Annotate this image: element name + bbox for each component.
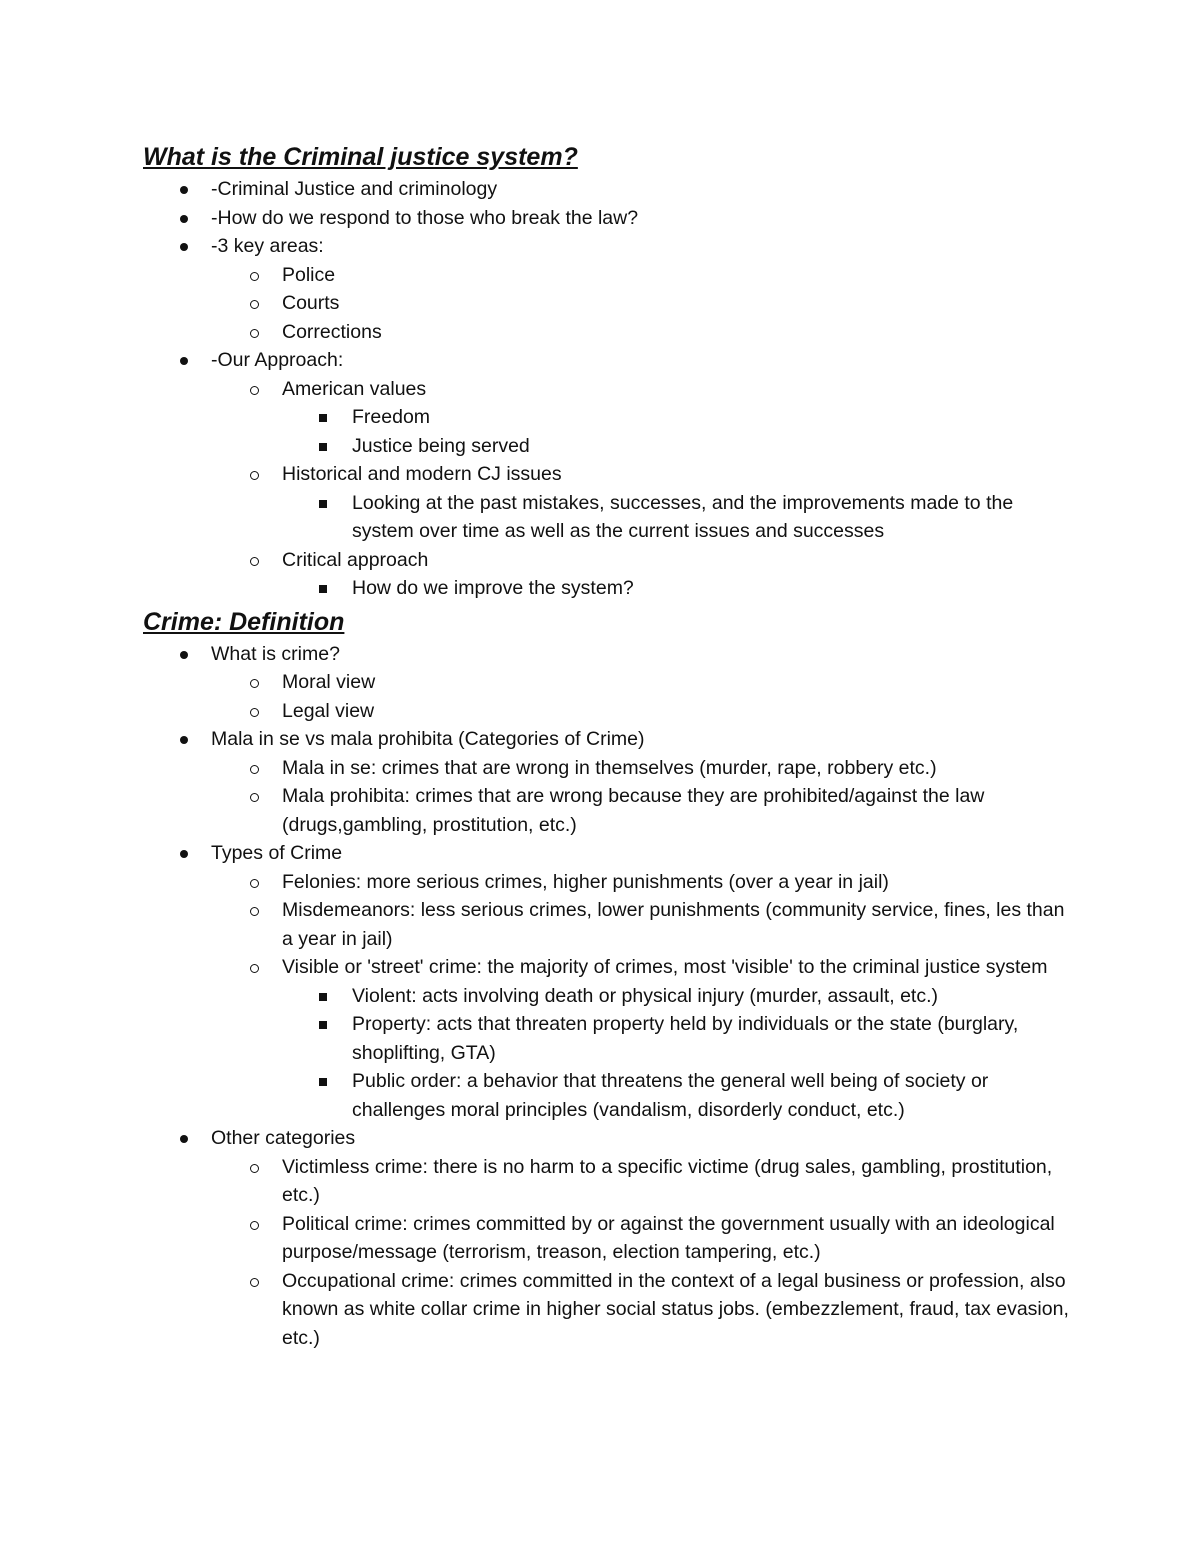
list-item [143,1067,1073,1124]
circle-bullet-icon [248,1210,262,1239]
list-item-text: Violent: acts involving death or physical injury (murder, assault, etc.) [352,984,938,1007]
square-bullet-icon [316,574,330,603]
list-item [143,697,1073,726]
list-item [143,403,1073,432]
disc-bullet-icon [177,1124,191,1153]
list-item [143,432,1073,461]
list-item [143,1153,1073,1210]
list-item [143,1267,1073,1353]
list-item-text: Property: acts that threaten property held by individuals or the state (burglary, shoplifting, GTA) [352,1013,1019,1064]
circle-bullet-icon [248,1153,262,1182]
section-list-criminal-justice-system [143,175,1073,603]
list-item-text: Occupational crime: crimes committed in the context of a legal business or profession, also known as white collar crime in higher social status jobs. (embezzlement, fraud, tax evasion, etc.) [282,1269,1069,1349]
square-bullet-icon [316,489,330,518]
square-bullet-icon [316,432,330,461]
circle-bullet-icon [248,896,262,925]
list-item-text: Public order: a behavior that threatens the general well being of society or challenges moral principles (vandalism, disorderly conduct, etc.) [352,1070,989,1121]
circle-bullet-icon [248,546,262,575]
list-item-text: Misdemeanors: less serious crimes, lower punishments (community service, fines, les than a year in jail) [282,899,1065,950]
disc-bullet-icon [177,725,191,754]
disc-bullet-icon [177,204,191,233]
list-item [143,574,1073,603]
list-item-text: Visible or 'street' crime: the majority of crimes, most 'visible' to the criminal justice system [282,956,1048,978]
circle-bullet-icon [248,460,262,489]
circle-bullet-icon [248,668,262,697]
circle-bullet-icon [248,1267,262,1296]
list-item-text: Looking at the past mistakes, successes, and the improvements made to the system over time as well as the current issues and successes [352,491,1014,542]
circle-bullet-icon [248,782,262,811]
list-item [143,289,1073,318]
list-item [143,460,1073,489]
list-item [143,782,1073,839]
circle-bullet-icon [248,697,262,726]
list-item [143,1210,1073,1267]
list-item [143,896,1073,953]
list-item [143,982,1073,1011]
list-item-text: Mala prohibita: crimes that are wrong because they are prohibited/against the law (drugs,gambling, prostitution, etc.) [282,785,985,836]
list-item-text: Historical and modern CJ issues [282,463,562,485]
list-item-text: Mala in se: crimes that are wrong in themselves (murder, rape, robbery etc.) [282,756,937,779]
list-item [143,868,1073,897]
list-item [143,754,1073,783]
list-item [143,261,1073,290]
list-item [143,346,1073,375]
list-item-text: -Our Approach: [211,349,344,371]
list-item-text: Mala in se vs mala prohibita (Categories of Crime) [211,728,645,750]
disc-bullet-icon [177,640,191,669]
list-item [143,489,1073,546]
list-item-text: Political crime: crimes committed by or against the government usually with an ideological purpose/message (terrorism, treason, election tampering, etc.) [282,1212,1055,1263]
list-item-text: Other categories [211,1127,356,1149]
list-item [143,640,1073,669]
circle-bullet-icon [248,318,262,347]
disc-bullet-icon [177,232,191,261]
circle-bullet-icon [248,953,262,982]
circle-bullet-icon [248,289,262,318]
list-item-text: Police [282,263,336,286]
list-item [143,204,1073,233]
list-item-text: Justice being served [352,434,530,457]
list-item [143,232,1073,261]
square-bullet-icon [316,982,330,1011]
square-bullet-icon [316,403,330,432]
list-item-text: -Criminal Justice and criminology [211,178,498,200]
list-item-text: What is crime? [211,642,340,665]
list-item-text: Legal view [282,699,375,722]
circle-bullet-icon [248,375,262,404]
list-item [143,953,1073,982]
list-item-text: Victimless crime: there is no harm to a specific victime (drug sales, gambling, prostitution, etc.) [282,1155,1053,1206]
list-item [143,175,1073,204]
list-item [143,1010,1073,1067]
list-item-text: Freedom [352,406,431,428]
section-heading-crime-definition: Crime: Definition [143,607,345,636]
square-bullet-icon [316,1067,330,1096]
list-item [143,546,1073,575]
disc-bullet-icon [177,175,191,204]
list-item-text: -3 key areas: [211,235,324,257]
list-item [143,375,1073,404]
circle-bullet-icon [248,754,262,783]
list-item-text: How do we improve the system? [352,577,634,599]
list-item [143,725,1073,754]
list-item [143,1124,1073,1153]
disc-bullet-icon [177,346,191,375]
section-heading-criminal-justice-system: What is the Criminal justice system? [143,143,578,171]
circle-bullet-icon [248,868,262,897]
disc-bullet-icon [177,839,191,868]
list-item-text: Moral view [282,671,376,693]
list-item-text: Courts [282,292,340,314]
list-item-text: Types of Crime [211,842,343,864]
document-body [143,140,1073,1352]
list-item [143,839,1073,868]
list-item-text: Corrections [282,320,382,343]
section-list-crime-definition [143,640,1073,1353]
list-item-text: Critical approach [282,548,429,571]
list-item-text: Felonies: more serious crimes, higher punishments (over a year in jail) [282,870,889,893]
square-bullet-icon [316,1010,330,1039]
circle-bullet-icon [248,261,262,290]
list-item-text: American values [282,377,427,400]
list-item [143,318,1073,347]
list-item [143,668,1073,697]
list-item-text: -How do we respond to those who break the law? [211,206,639,229]
